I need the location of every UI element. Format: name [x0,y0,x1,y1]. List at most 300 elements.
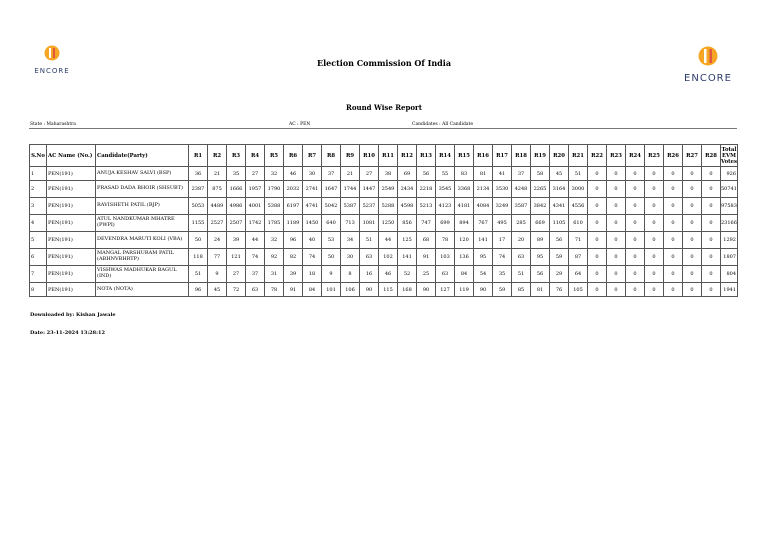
round-votes-cell: 4123 [436,198,455,215]
round-votes-cell: 5042 [322,198,341,215]
round-votes-cell: 894 [455,215,474,232]
round-votes-cell: 0 [702,167,721,181]
round-votes-cell: 81 [531,283,550,297]
round-votes-cell: 0 [664,249,683,266]
round-votes-cell: 4248 [512,181,531,198]
round-wise-table [29,144,738,297]
round-votes-cell: 34 [341,232,360,249]
round-votes-cell: 856 [398,215,417,232]
round-votes-cell: 46 [379,266,398,283]
round-votes-cell: 39 [284,266,303,283]
round-votes-cell: 0 [607,249,626,266]
table-row [30,249,738,266]
round-votes-cell: 52 [398,266,417,283]
round-votes-cell: 1790 [265,181,284,198]
round-votes-cell: 141 [398,249,417,266]
round-votes-cell: 0 [588,215,607,232]
round-votes-cell: 0 [645,167,664,181]
round-votes-cell: 120 [455,232,474,249]
round-votes-cell: 9 [208,266,227,283]
column-header: R15 [455,145,474,167]
round-votes-cell: 84 [455,266,474,283]
table-row [30,232,738,249]
candidate-cell: ATUL NANDKUMAR MHATRE (PWPI) [96,215,189,232]
round-votes-cell: 4598 [398,198,417,215]
round-votes-cell: 2134 [474,181,493,198]
total-votes-cell: 23166 [721,215,738,232]
round-votes-cell: 90 [474,283,493,297]
round-votes-cell: 0 [683,198,702,215]
round-votes-cell: 51 [512,266,531,283]
round-votes-cell: 55 [436,167,455,181]
round-votes-cell: 81 [474,167,493,181]
round-votes-cell: 2218 [417,181,436,198]
ac-name-cell: PEN(191) [47,283,96,297]
column-header: R7 [303,145,322,167]
round-votes-cell: 1742 [246,215,265,232]
round-votes-cell: 2741 [303,181,322,198]
column-header: R25 [645,145,664,167]
round-votes-cell: 27 [246,167,265,181]
ac-name-cell: PEN(191) [47,266,96,283]
table-row [30,181,738,198]
round-votes-cell: 58 [531,167,550,181]
column-header: R26 [664,145,683,167]
round-votes-cell: 32 [265,232,284,249]
total-votes-cell: 1941 [721,283,738,297]
round-votes-cell: 37 [246,266,265,283]
round-votes-cell: 0 [664,232,683,249]
round-votes-cell: 6197 [284,198,303,215]
round-votes-cell: 74 [303,249,322,266]
candidate-cell: ANUJA KESHAV SALVI (BSP) [96,167,189,181]
round-votes-cell: 0 [607,167,626,181]
round-votes-cell: 51 [569,167,588,181]
round-votes-cell: 141 [474,232,493,249]
round-votes-cell: 5288 [379,198,398,215]
downloaded-by: Downloaded by: Kishan Jawale [30,312,116,318]
round-votes-cell: 0 [626,215,645,232]
round-votes-cell: 91 [284,283,303,297]
round-votes-cell: 0 [702,266,721,283]
round-votes-cell: 875 [208,181,227,198]
round-votes-cell: 63 [512,249,531,266]
table-row [30,198,738,215]
round-votes-cell: 76 [550,283,569,297]
round-votes-cell: 40 [303,232,322,249]
round-votes-cell: 59 [493,283,512,297]
round-votes-cell: 1957 [246,181,265,198]
round-votes-cell: 24 [208,232,227,249]
round-votes-cell: 0 [588,198,607,215]
round-votes-cell: 669 [531,215,550,232]
serial-cell: 4 [30,215,47,232]
round-votes-cell: 495 [493,215,512,232]
page-title: Election Commission Of India [317,58,451,68]
round-votes-cell: 0 [588,167,607,181]
round-votes-cell: 0 [626,181,645,198]
round-votes-cell: 50 [322,249,341,266]
round-votes-cell: 41 [493,167,512,181]
round-votes-cell: 0 [645,283,664,297]
ac-name-cell: PEN(191) [47,198,96,215]
round-votes-cell: 3164 [550,181,569,198]
total-votes-cell: 1292 [721,232,738,249]
round-votes-cell: 4986 [227,198,246,215]
round-votes-cell: 59 [550,249,569,266]
round-votes-cell: 0 [607,215,626,232]
state-filter: State : Maharashtra [30,122,76,127]
round-votes-cell: 3545 [436,181,455,198]
round-votes-cell: 106 [341,283,360,297]
round-votes-cell: 115 [379,283,398,297]
column-header: R28 [702,145,721,167]
round-votes-cell: 747 [417,215,436,232]
round-votes-cell: 0 [645,198,664,215]
round-votes-cell: 0 [664,181,683,198]
round-votes-cell: 103 [436,249,455,266]
round-votes-cell: 1744 [341,181,360,198]
round-votes-cell: 0 [588,249,607,266]
round-votes-cell: 38 [379,167,398,181]
column-header: R17 [493,145,512,167]
round-votes-cell: 767 [474,215,493,232]
round-votes-cell: 68 [417,232,436,249]
round-votes-cell: 0 [683,232,702,249]
round-votes-cell: 0 [683,167,702,181]
round-votes-cell: 20 [512,232,531,249]
round-votes-cell: 96 [284,232,303,249]
round-votes-cell: 0 [683,266,702,283]
round-votes-cell: 713 [341,215,360,232]
round-votes-cell: 3249 [493,198,512,215]
round-votes-cell: 105 [569,283,588,297]
round-votes-cell: 0 [645,232,664,249]
round-votes-cell: 95 [531,249,550,266]
candidate-cell: DEVENDRA MARUTI KOLI (VBA) [96,232,189,249]
round-votes-cell: 610 [569,215,588,232]
round-votes-cell: 1081 [360,215,379,232]
round-votes-cell: 0 [588,232,607,249]
column-header: R16 [474,145,493,167]
round-votes-cell: 0 [702,249,721,266]
round-votes-cell: 9 [322,266,341,283]
round-votes-cell: 89 [531,232,550,249]
ac-name-cell: PEN(191) [47,167,96,181]
round-votes-cell: 136 [455,249,474,266]
round-votes-cell: 4001 [246,198,265,215]
round-votes-cell: 56 [550,232,569,249]
round-votes-cell: 35 [493,266,512,283]
round-votes-cell: 31 [265,266,284,283]
round-votes-cell: 0 [626,249,645,266]
round-votes-cell: 27 [227,266,246,283]
round-votes-cell: 16 [360,266,379,283]
round-votes-cell: 0 [645,215,664,232]
round-votes-cell: 1647 [322,181,341,198]
round-votes-cell: 25 [417,266,436,283]
column-header: R22 [588,145,607,167]
column-header: R11 [379,145,398,167]
round-votes-cell: 0 [664,266,683,283]
round-votes-cell: 77 [208,249,227,266]
column-header: S.No [30,145,47,167]
round-votes-cell: 0 [664,215,683,232]
logo-wordmark: ENCORE [34,67,70,75]
round-votes-cell: 90 [417,283,436,297]
column-header: R14 [436,145,455,167]
round-votes-cell: 0 [702,198,721,215]
round-votes-cell: 39 [227,232,246,249]
column-header: R3 [227,145,246,167]
round-votes-cell: 63 [360,249,379,266]
round-votes-cell: 37 [512,167,531,181]
round-votes-cell: 1189 [284,215,303,232]
column-header: R10 [360,145,379,167]
round-votes-cell: 21 [341,167,360,181]
ac-filter: AC : PEN [289,122,311,127]
round-votes-cell: 18 [303,266,322,283]
round-votes-cell: 72 [227,283,246,297]
round-votes-cell: 95 [474,249,493,266]
round-votes-cell: 1447 [360,181,379,198]
round-votes-cell: 0 [626,232,645,249]
round-votes-cell: 3587 [512,198,531,215]
round-votes-cell: 0 [588,266,607,283]
round-votes-cell: 78 [436,232,455,249]
round-votes-cell: 4741 [303,198,322,215]
serial-cell: 1 [30,167,47,181]
round-votes-cell: 82 [284,249,303,266]
column-header: R24 [626,145,645,167]
round-votes-cell: 121 [227,249,246,266]
serial-cell: 6 [30,249,47,266]
round-votes-cell: 2434 [398,181,417,198]
round-votes-cell: 4556 [569,198,588,215]
round-votes-cell: 29 [550,266,569,283]
round-votes-cell: 640 [322,215,341,232]
round-votes-cell: 0 [683,249,702,266]
column-header: R20 [550,145,569,167]
round-votes-cell: 0 [683,181,702,198]
round-votes-cell: 45 [208,283,227,297]
serial-cell: 7 [30,266,47,283]
round-votes-cell: 5213 [417,198,436,215]
round-votes-cell: 51 [189,266,208,283]
round-votes-cell: 37 [322,167,341,181]
round-votes-cell: 0 [607,198,626,215]
table-header-row [30,145,738,167]
round-votes-cell: 1105 [550,215,569,232]
round-votes-cell: 74 [246,249,265,266]
round-votes-cell: 69 [398,167,417,181]
round-votes-cell: 2507 [227,215,246,232]
round-votes-cell: 118 [189,249,208,266]
round-votes-cell: 2265 [531,181,550,198]
round-votes-cell: 0 [607,181,626,198]
ac-name-cell: PEN(191) [47,232,96,249]
round-votes-cell: 2387 [189,181,208,198]
column-header: R8 [322,145,341,167]
round-votes-cell: 2527 [208,215,227,232]
round-votes-cell: 0 [626,266,645,283]
round-votes-cell: 30 [303,167,322,181]
column-header: R12 [398,145,417,167]
round-votes-cell: 0 [626,283,645,297]
report-subtitle: Round Wise Report [346,103,422,112]
round-votes-cell: 35 [227,167,246,181]
round-votes-cell: 1666 [227,181,246,198]
round-votes-cell: 0 [607,232,626,249]
column-header: R27 [683,145,702,167]
round-votes-cell: 3000 [569,181,588,198]
round-votes-cell: 87 [569,249,588,266]
candidate-cell: NOTA (NOTA) [96,283,189,297]
column-header: R23 [607,145,626,167]
round-votes-cell: 0 [664,198,683,215]
round-votes-cell: 84 [303,283,322,297]
round-votes-cell: 27 [360,167,379,181]
round-votes-cell: 4489 [208,198,227,215]
round-votes-cell: 5053 [189,198,208,215]
round-votes-cell: 0 [702,181,721,198]
round-votes-cell: 0 [607,283,626,297]
round-votes-cell: 0 [607,266,626,283]
round-votes-cell: 71 [569,232,588,249]
column-header: R2 [208,145,227,167]
round-votes-cell: 51 [360,232,379,249]
round-votes-cell: 1785 [265,215,284,232]
round-votes-cell: 63 [246,283,265,297]
round-votes-cell: 53 [322,232,341,249]
logo-wordmark: ENCORE [684,73,732,84]
round-votes-cell: 44 [379,232,398,249]
round-votes-cell: 1450 [303,215,322,232]
serial-cell: 3 [30,198,47,215]
round-votes-cell: 127 [436,283,455,297]
round-votes-cell: 3530 [493,181,512,198]
column-header: R9 [341,145,360,167]
round-votes-cell: 0 [626,167,645,181]
total-votes-cell: 804 [721,266,738,283]
ac-name-cell: PEN(191) [47,249,96,266]
round-votes-cell: 54 [474,266,493,283]
round-votes-cell: 2549 [379,181,398,198]
round-votes-cell: 3842 [531,198,550,215]
round-votes-cell: 0 [664,167,683,181]
round-votes-cell: 5237 [360,198,379,215]
round-votes-cell: 0 [626,198,645,215]
round-votes-cell: 45 [550,167,569,181]
table-row [30,266,738,283]
round-votes-cell: 85 [512,283,531,297]
column-header: R5 [265,145,284,167]
round-votes-cell: 0 [645,266,664,283]
round-votes-cell: 3368 [455,181,474,198]
round-votes-cell: 0 [683,215,702,232]
round-votes-cell: 96 [189,283,208,297]
round-votes-cell: 699 [436,215,455,232]
round-votes-cell: 102 [379,249,398,266]
column-header: AC Name (No.) [47,145,96,167]
round-votes-cell: 17 [493,232,512,249]
round-votes-cell: 78 [265,283,284,297]
round-votes-cell: 44 [246,232,265,249]
serial-cell: 2 [30,181,47,198]
round-votes-cell: 0 [645,249,664,266]
candidate-cell: RAVISHETH PATIL (BJP) [96,198,189,215]
round-votes-cell: 32 [265,167,284,181]
round-votes-cell: 119 [455,283,474,297]
round-votes-cell: 0 [645,181,664,198]
round-votes-cell: 46 [284,167,303,181]
round-votes-cell: 92 [265,249,284,266]
round-votes-cell: 0 [588,181,607,198]
round-votes-cell: 74 [493,249,512,266]
table-row [30,283,738,297]
column-header: Candidate(Party) [96,145,189,167]
round-votes-cell: 56 [531,266,550,283]
serial-cell: 5 [30,232,47,249]
round-votes-cell: 5387 [341,198,360,215]
round-votes-cell: 83 [455,167,474,181]
round-votes-cell: 0 [683,283,702,297]
round-votes-cell: 125 [398,232,417,249]
candidate-filter: Candidates : All Candidate [412,122,474,127]
round-votes-cell: 0 [702,215,721,232]
download-date: Date: 23-11-2024 13:28:12 [30,330,105,336]
table-row [30,215,738,232]
round-votes-cell: 56 [417,167,436,181]
round-votes-cell: 0 [702,232,721,249]
round-votes-cell: 21 [208,167,227,181]
round-votes-cell: 64 [569,266,588,283]
round-votes-cell: 101 [322,283,341,297]
round-votes-cell: 91 [417,249,436,266]
ac-name-cell: PEN(191) [47,181,96,198]
round-votes-cell: 90 [360,283,379,297]
round-votes-cell: 2032 [284,181,303,198]
round-votes-cell: 36 [189,167,208,181]
round-votes-cell: 4181 [455,198,474,215]
serial-cell: 8 [30,283,47,297]
round-votes-cell: 8 [341,266,360,283]
column-header: R19 [531,145,550,167]
total-votes-cell: 50741 [721,181,738,198]
round-votes-cell: 0 [588,283,607,297]
column-header: R18 [512,145,531,167]
round-votes-cell: 1155 [189,215,208,232]
round-votes-cell: 0 [664,283,683,297]
round-votes-cell: 0 [702,283,721,297]
column-header: R1 [189,145,208,167]
total-votes-cell: 926 [721,167,738,181]
candidate-cell: MANGAL PARSHURAM PATIL (ABHNVBHRTP) [96,249,189,266]
ac-name-cell: PEN(191) [47,215,96,232]
round-votes-cell: 5388 [265,198,284,215]
candidate-cell: VISHWAS MADHUKAR BAGUL (IND) [96,266,189,283]
round-votes-cell: 168 [398,283,417,297]
column-header: Total EVM Votes [721,146,737,165]
total-votes-cell: 97583 [721,198,738,215]
column-header: R13 [417,145,436,167]
round-votes-cell: 4341 [550,198,569,215]
column-header: R21 [569,145,588,167]
round-votes-cell: 285 [512,215,531,232]
divider [29,128,737,129]
round-votes-cell: 4084 [474,198,493,215]
column-header: R4 [246,145,265,167]
